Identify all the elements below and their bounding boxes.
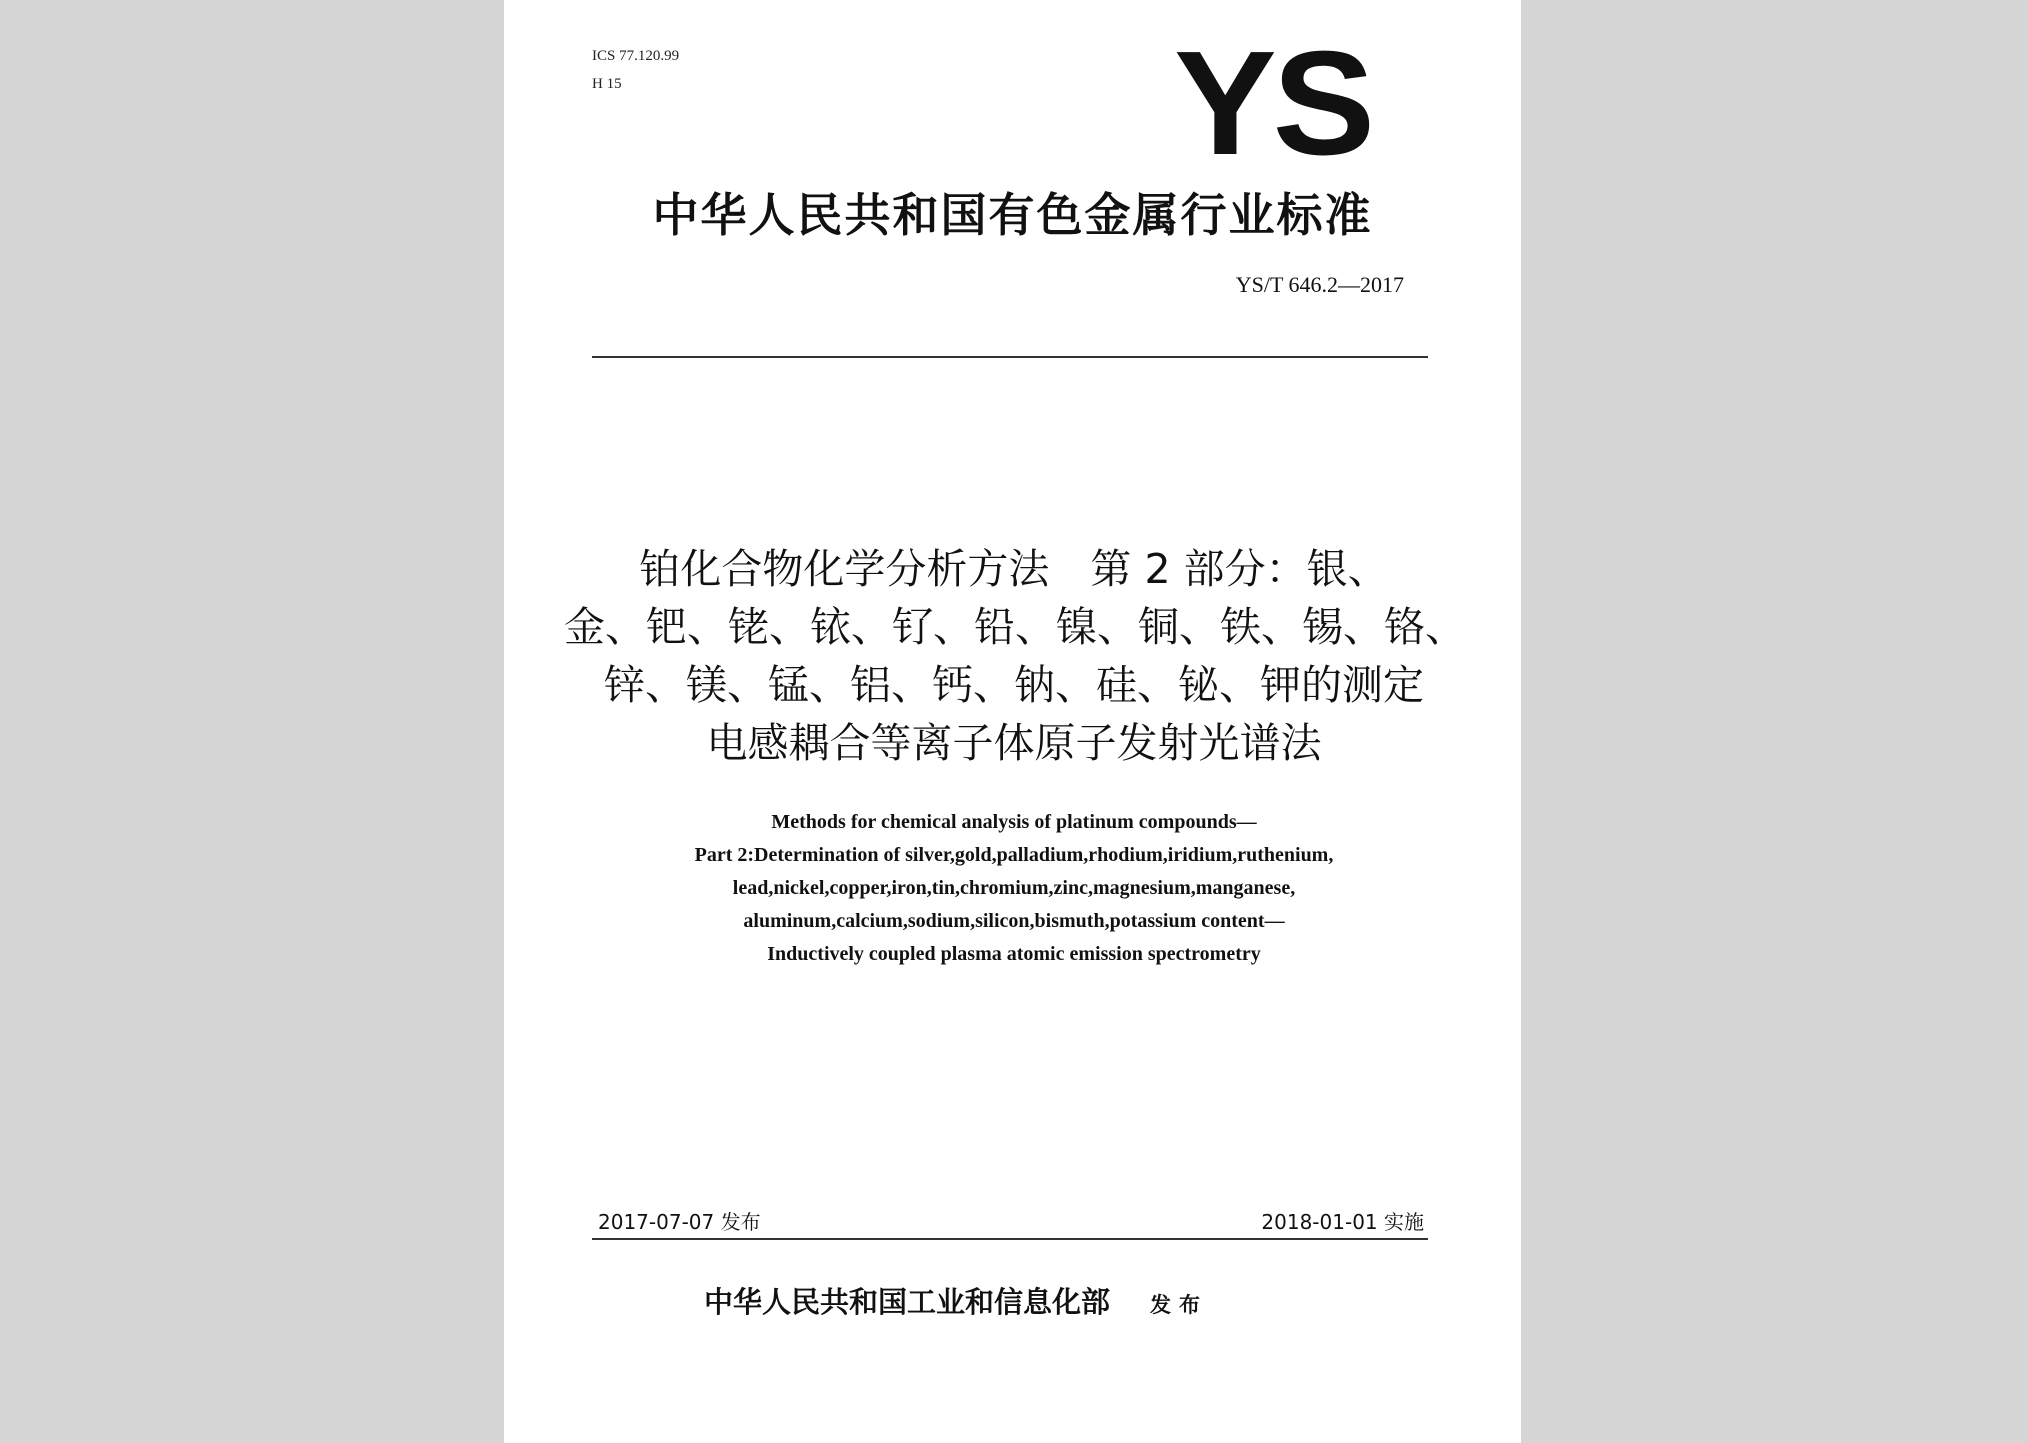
implementation-date: 2018-01-01 实施: [1261, 1210, 1424, 1234]
chinese-title: [564, 540, 1464, 772]
english-title-line: Methods for chemical analysis of platinum compounds—: [771, 811, 1257, 833]
issuer-verb: 发布: [1150, 1292, 1209, 1317]
english-title-line: Part 2:Determination of silver,gold,palladium,rhodium,iridium,ruthenium,: [694, 844, 1334, 866]
ics-code: ICS 77.120.99: [592, 48, 680, 64]
agency-title: 中华人民共和国有色金属行业标准: [652, 188, 1373, 242]
english-title: [564, 806, 1464, 971]
chinese-title-line: 金、钯、铑、铱、钌、铅、镍、铜、铁、锡、铬、: [564, 603, 1466, 651]
issue-date: 2017-07-07 发布: [598, 1210, 761, 1234]
chinese-title-line: 铂化合物化学分析方法 第 2 部分：银、: [639, 545, 1389, 593]
chinese-title-line: 电感耦合等离子体原子发射光谱法: [706, 719, 1322, 767]
english-title-line: lead,nickel,copper,iron,tin,chromium,zinc,magnesium,manganese,: [732, 877, 1296, 899]
ys-logo: YS: [1174, 21, 1372, 186]
classification-codes: [592, 42, 679, 98]
document-page: [504, 0, 1521, 1443]
bottom-divider: [592, 1238, 1428, 1240]
ccs-code: H 15: [592, 76, 622, 92]
chinese-title-line: 锌、镁、锰、铝、钙、钠、硅、铋、钾的测定: [604, 661, 1424, 709]
issuer: [704, 1282, 1208, 1325]
standard-number: YS/T 646.2—2017: [1235, 272, 1404, 297]
english-title-line: aluminum,calcium,sodium,silicon,bismuth,potassium content—: [743, 910, 1285, 932]
top-divider: [592, 356, 1428, 358]
english-title-line: Inductively coupled plasma atomic emission spectrometry: [767, 943, 1261, 965]
issuer-name: 中华人民共和国工业和信息化部: [704, 1285, 1111, 1319]
